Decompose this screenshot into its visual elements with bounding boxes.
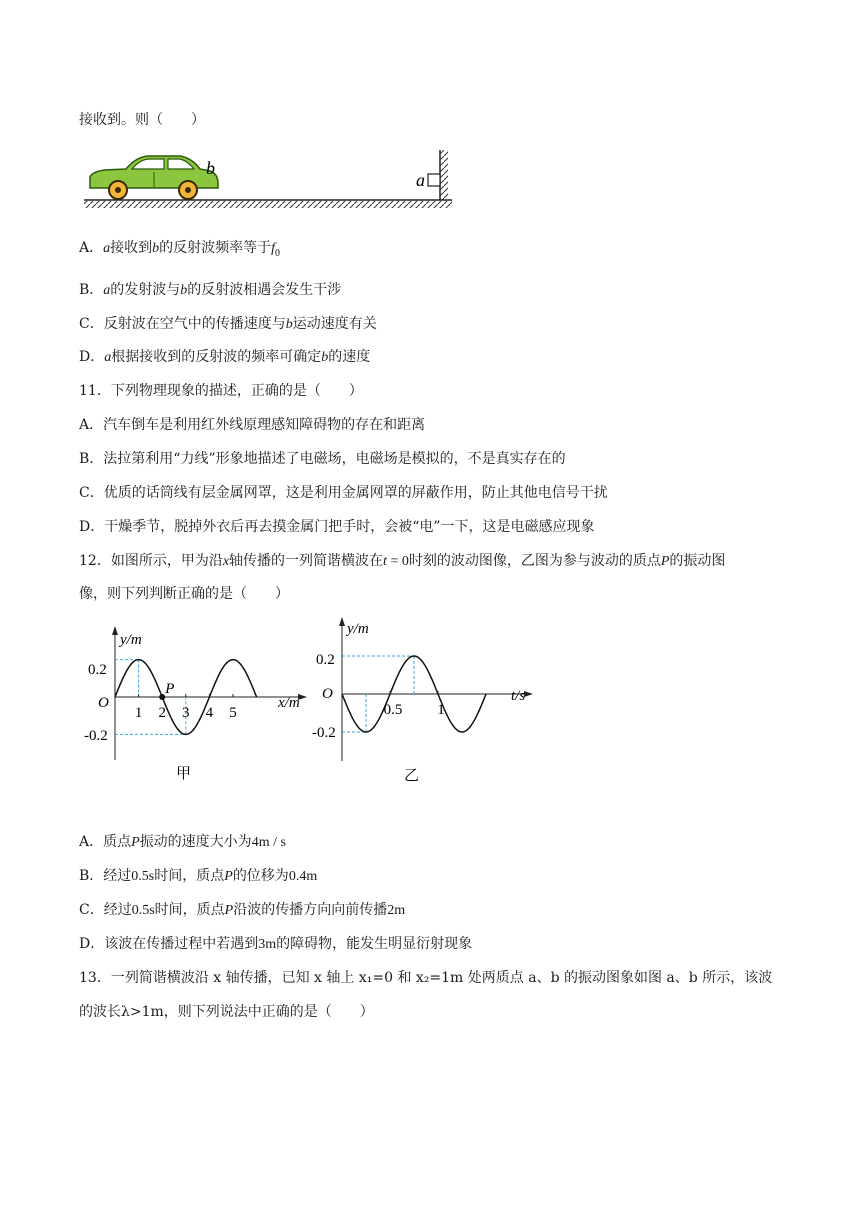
y-axis-label: y/m <box>347 621 369 637</box>
y-axis-label: y/m <box>120 632 142 648</box>
wave-graph-jia <box>84 625 310 785</box>
y-tick-label: 0.2 <box>88 662 107 678</box>
y-tick-label: 0.2 <box>316 652 335 668</box>
x-tick-label: 3 <box>182 705 190 721</box>
point-p-label: P <box>165 681 175 697</box>
q11-option-c: C．优质的话筒线有层金属网罩，这是利用金属网罩的屏蔽作用，防止其他电信号干扰 <box>79 485 608 501</box>
origin-label: O <box>322 686 333 702</box>
x-tick-label: 0.5 <box>383 702 403 718</box>
car-label: b <box>206 158 215 178</box>
x-tick-label: 1 <box>437 702 445 718</box>
q12-option-d: D．该波在传播过程中若遇到3m的障碍物，能发生明显衍射现象 <box>79 936 473 952</box>
x-tick-label: 2 <box>158 705 166 721</box>
q11-option-b: B．法拉第利用“力线”形象地描述了电磁场，电磁场是模拟的，不是真实存在的 <box>79 451 566 467</box>
car-icon <box>90 156 218 199</box>
q13-stem-line1: 13．一列简谐横波沿 x 轴传播，已知 x 轴上 x₁=0 和 x₂=1m 处两质点 a、b 的振动图象如图 a、b 所示，该波 <box>79 970 773 986</box>
caption-yi: 乙 <box>404 768 420 784</box>
q12-option-b: B．经过0.5s时间，质点P的位移为0.4m <box>79 868 318 884</box>
q12-option-c: C．经过0.5s时间，质点P沿波的传播方向向前传播2m <box>79 902 406 918</box>
q12-stem-line1: 12．如图所示，甲为沿x轴传播的一列简谐横波在t = 0时刻的波动图像，乙图为参与波动的质点P的振动图 <box>79 553 726 569</box>
q10-option-a: A．a接收到b的反射波频率等于$f_0$ <box>79 240 281 259</box>
x-tick-label: 1 <box>134 705 143 721</box>
car-figure <box>84 150 456 210</box>
q13-stem-line2: 的波长λ>1m，则下列说法中正确的是（ ） <box>79 1004 374 1020</box>
q11-stem: 11．下列物理现象的描述，正确的是（ ） <box>79 383 363 399</box>
x-axis-label: x/m <box>278 695 300 711</box>
vibration-graph-yi <box>310 614 536 786</box>
x-tick-label: 5 <box>229 705 237 721</box>
caption-jia: 甲 <box>176 766 192 782</box>
q10-stem-tail: 接收到。则（ ） <box>79 112 205 128</box>
x-tick-label: 4 <box>205 705 214 721</box>
q10-option-c: C．反射波在空气中的传播速度与b运动速度有关 <box>79 316 377 332</box>
q10-option-d: D．a根据接收到的反射波的频率可确定b的速度 <box>79 349 371 365</box>
q12-stem-line2: 像，则下列判断正确的是（ ） <box>79 586 289 602</box>
q10-option-b: B．a的发射波与b的反射波相遇会发生干涉 <box>79 282 342 298</box>
origin-label: O <box>98 695 109 711</box>
q11-option-a: A．汽车倒车是利用红外线原理感知障碍物的存在和距离 <box>79 417 426 433</box>
receiver-icon <box>428 174 440 186</box>
y-tick-label: -0.2 <box>312 725 336 741</box>
x-axis-label: t/s <box>511 688 526 704</box>
y-tick-label: -0.2 <box>84 728 108 744</box>
q12-option-a: A．质点P振动的速度大小为4m / s <box>79 834 286 850</box>
q11-option-d: D．干燥季节，脱掉外衣后再去摸金属门把手时，会被“电”一下，这是电磁感应现象 <box>79 519 595 535</box>
receiver-label: a <box>416 170 425 190</box>
